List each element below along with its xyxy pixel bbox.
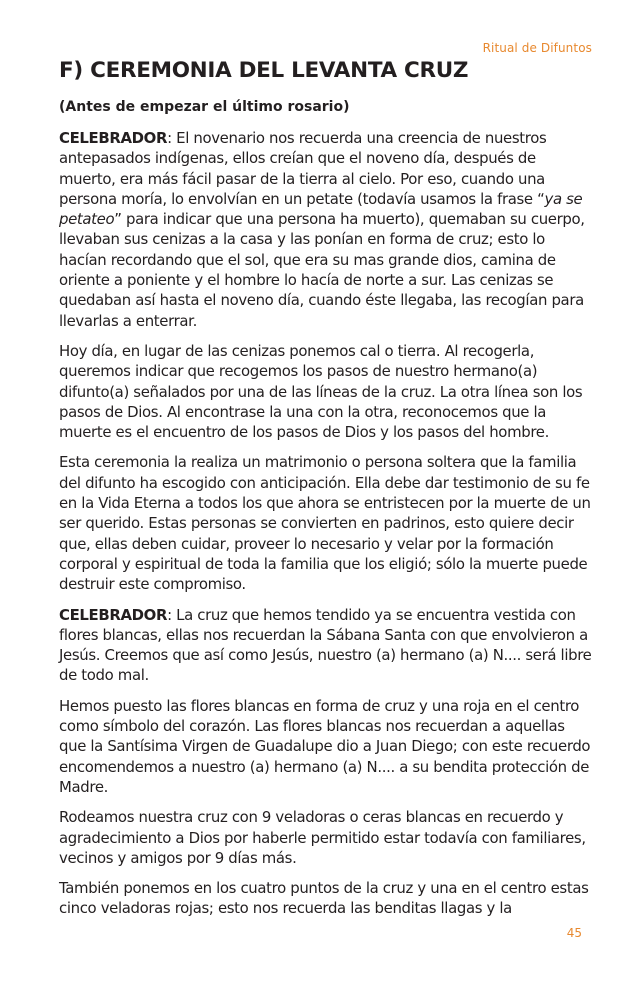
page-number: 45 [566,926,582,940]
paragraph-1 [59,128,593,331]
running-header: Ritual de Difuntos [482,41,592,55]
paragraph-5: Hemos puesto las flores blancas en forma de cruz y una roja en el centro como símbolo del corazón. Las flores blancas nos recuerdan a aquellas que la Santísima Virgen de Guadalupe dio a Juan Diego; con este recuerdo encomendemos a nuestro (a) hermano (a) N.... a su bendita protección de Madre. [59,696,591,796]
paragraph-6: Rodeamos nuestra cruz con 9 veladoras o ceras blancas en recuerdo y agradecimiento a Dios por haberle permitido estar todavía con familiares, vecinos y amigos por 9 días más. [59,808,586,867]
emphasis-text: ya se petateo [59,189,583,229]
paragraph-2: Hoy día, en lugar de las cenizas ponemos cal o tierra. Al recogerla, queremos indicar que recogemos los pasos de nuestro hermano(a) difunto(a) señalados por una de las líneas de la cruz. La otra línea son los pasos de Dios. Al encontrase la una con la otra, reconocemos que la muerte es el encuentro de los pasos de Dios y los pasos del hombre. [59,341,583,442]
section-title: F) CEREMONIA DEL LEVANTA CRUZ [59,58,469,83]
speaker-label: CELEBRADOR [59,129,168,147]
page-body [59,56,593,919]
paragraph-3: Esta ceremonia la realiza un matrimonio o persona soltera que la familia del difunto ha escogido con anticipación. Ella debe dar testimonio de su fe en la Vida Eterna a todos los que ahora se entristecen por la muerte de un ser querido. Estas personas se convierten en padrinos, esto quiere decir que, ellas deben cuidar, proveer lo necesario y velar por la formación corporal y espiritual de toda la familia que los eligió; sólo la muerte puede destruir este compromiso. [59,453,591,594]
paragraph-4 [59,605,593,686]
paragraph-text: ” para indicar que una persona ha muerto), quemaban su cuerpo, llevaban sus cenizas a la casa y las ponían en forma de cruz; esto lo hacían recordando que el sol, que era su mas grande dios, camina de oriente a poniente y el hombre lo hacía de norte a sur. Las cenizas se quedaban así hasta el noveno día, cuando éste llegaba, las recogían para llevarlas a enterrar. [59,210,585,330]
paragraph-text: : La cruz que hemos tendido ya se encuentra vestida con flores blancas, ellas nos recuerdan la Sábana Santa con que envolvieron a Jesús. Creemos que así como Jesús, nuestro (a) hermano (a) N.... será libre de todo mal. [59,605,592,685]
section-subtitle: (Antes de empezar el último rosario) [59,99,350,115]
paragraph-7: También ponemos en los cuatro puntos de la cruz y una en el centro estas cinco veladoras rojas; esto nos recuerda las benditas llagas y la [59,879,589,918]
speaker-label: CELEBRADOR [59,605,168,624]
paragraph-text: : El novenario nos recuerda una creencia de nuestros antepasados indígenas, ellos creían que el noveno día, después de muerto, era más fácil pasar de la tierra al cielo. Por eso, cuando una persona moría, lo envolvían en un petate (todavía usamos la frase “ [59,129,547,208]
